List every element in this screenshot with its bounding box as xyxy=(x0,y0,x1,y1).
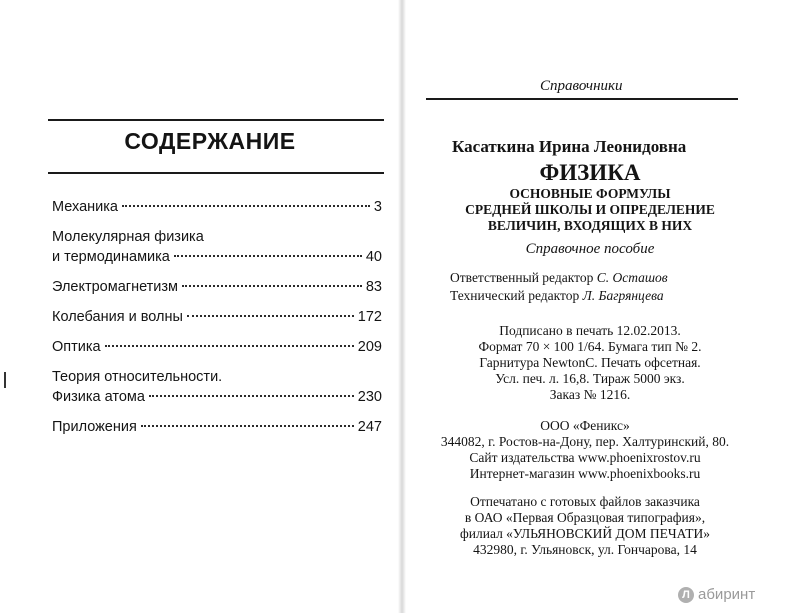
publisher-line: ООО «Феникс» xyxy=(540,418,630,433)
printer-line: филиал «УЛЬЯНОВСКИЙ ДОМ ПЕЧАТИ» xyxy=(460,526,710,541)
toc-page-number: 40 xyxy=(365,249,382,265)
toc-entry-line xyxy=(52,247,382,267)
toc-entry-title-line: Теория относительности. xyxy=(52,369,223,385)
book-title: ФИЗИКА xyxy=(539,160,641,185)
toc-entry-line xyxy=(52,277,382,297)
dot-leader xyxy=(122,205,370,207)
toc-entry-title: Приложения xyxy=(52,419,137,435)
labirint-logo-icon: Л xyxy=(678,587,694,603)
toc-page-number: 172 xyxy=(357,309,382,325)
toc-entry xyxy=(52,277,382,297)
toc-page-number: 230 xyxy=(357,389,382,405)
toc-page-number: 83 xyxy=(365,279,382,295)
toc-entry xyxy=(52,227,382,267)
editor-line xyxy=(450,269,750,287)
subtitle-line: ВЕЛИЧИН, ВХОДЯЩИХ В НИХ xyxy=(487,218,693,233)
toc-entry-title-line: Молекулярная физика xyxy=(52,229,204,245)
book-spine xyxy=(398,0,406,613)
print-data-line: Заказ № 1216. xyxy=(549,387,631,402)
toc-page-number: 247 xyxy=(357,419,382,435)
toc-entry-line xyxy=(52,417,382,437)
editor-name: С. Осташов xyxy=(596,270,668,285)
publisher-line: Интернет-магазин www.phoenixbooks.ru xyxy=(469,466,701,481)
bottom-rule xyxy=(48,172,384,174)
toc-entry xyxy=(52,307,382,327)
editors-block xyxy=(450,269,750,305)
dot-leader xyxy=(187,315,354,317)
toc-entry xyxy=(52,197,382,217)
printer-line: 432980, г. Ульяновск, ул. Гончарова, 14 xyxy=(473,542,697,557)
dot-leader xyxy=(174,255,362,257)
toc-entry-line xyxy=(52,387,382,407)
dot-leader xyxy=(105,345,354,347)
publisher-line: 344082, г. Ростов-на-Дону, пер. Халтуринский, 80. xyxy=(440,434,730,449)
toc-entry-line xyxy=(52,197,382,217)
watermark xyxy=(678,586,755,603)
toc-entry xyxy=(52,367,382,407)
top-rule xyxy=(48,119,384,121)
toc-entry xyxy=(52,337,382,357)
editor-name: Л. Багрянцева xyxy=(582,288,664,303)
table-of-contents xyxy=(52,197,382,447)
printer-line: в ОАО «Первая Образцовая типография», xyxy=(464,510,706,525)
toc-entry-title: Физика атома xyxy=(52,389,145,405)
toc-entry-title: Механика xyxy=(52,199,118,215)
dot-leader xyxy=(141,425,354,427)
dot-leader xyxy=(182,285,362,287)
toc-entry-title: и термодинамика xyxy=(52,249,170,265)
series-label: Справочники xyxy=(540,78,623,94)
print-data-line: Подписано в печать 12.02.2013. xyxy=(499,323,681,338)
subtitle-line: СРЕДНЕЙ ШКОЛЫ И ОПРЕДЕЛЕНИЕ xyxy=(465,202,715,217)
editor-role: Ответственный редактор xyxy=(450,270,594,285)
printer-block xyxy=(430,494,740,558)
publisher-line: Сайт издательства www.phoenixrostov.ru xyxy=(469,450,701,465)
series-rule xyxy=(426,98,738,100)
toc-entry-title: Оптика xyxy=(52,339,101,355)
author-name: Касаткина Ирина Леонидовна xyxy=(452,137,687,156)
right-page xyxy=(410,0,740,613)
toc-entry-title: Электромагнетизм xyxy=(52,279,179,295)
printer-line: Отпечатано с готовых файлов заказчика xyxy=(470,494,700,509)
subtitle-line: ОСНОВНЫЕ ФОРМУЛЫ xyxy=(509,186,671,201)
print-data-block xyxy=(440,323,740,403)
publisher-block xyxy=(430,418,740,482)
margin-mark xyxy=(4,372,6,388)
editor-role: Технический редактор xyxy=(450,288,580,303)
print-data-line: Гарнитура NewtonC. Печать офсетная. xyxy=(479,355,701,370)
editor-line xyxy=(450,287,750,305)
print-data-line: Формат 70 × 100 1/64. Бумага тип № 2. xyxy=(478,339,702,354)
dot-leader xyxy=(149,395,354,397)
toc-entry-line xyxy=(52,337,382,357)
toc-page-number: 3 xyxy=(373,199,382,215)
print-data-line: Усл. печ. л. 16,8. Тираж 5000 экз. xyxy=(495,371,685,386)
book-subtitle xyxy=(440,186,740,234)
toc-entry-line xyxy=(52,307,382,327)
toc-title: СОДЕРЖАНИЕ xyxy=(124,128,296,154)
toc-entry xyxy=(52,417,382,437)
watermark-text: абиринт xyxy=(698,586,756,603)
toc-page-number: 209 xyxy=(357,339,382,355)
book-type: Справочное пособие xyxy=(525,241,655,257)
toc-entry-title: Колебания и волны xyxy=(52,309,183,325)
